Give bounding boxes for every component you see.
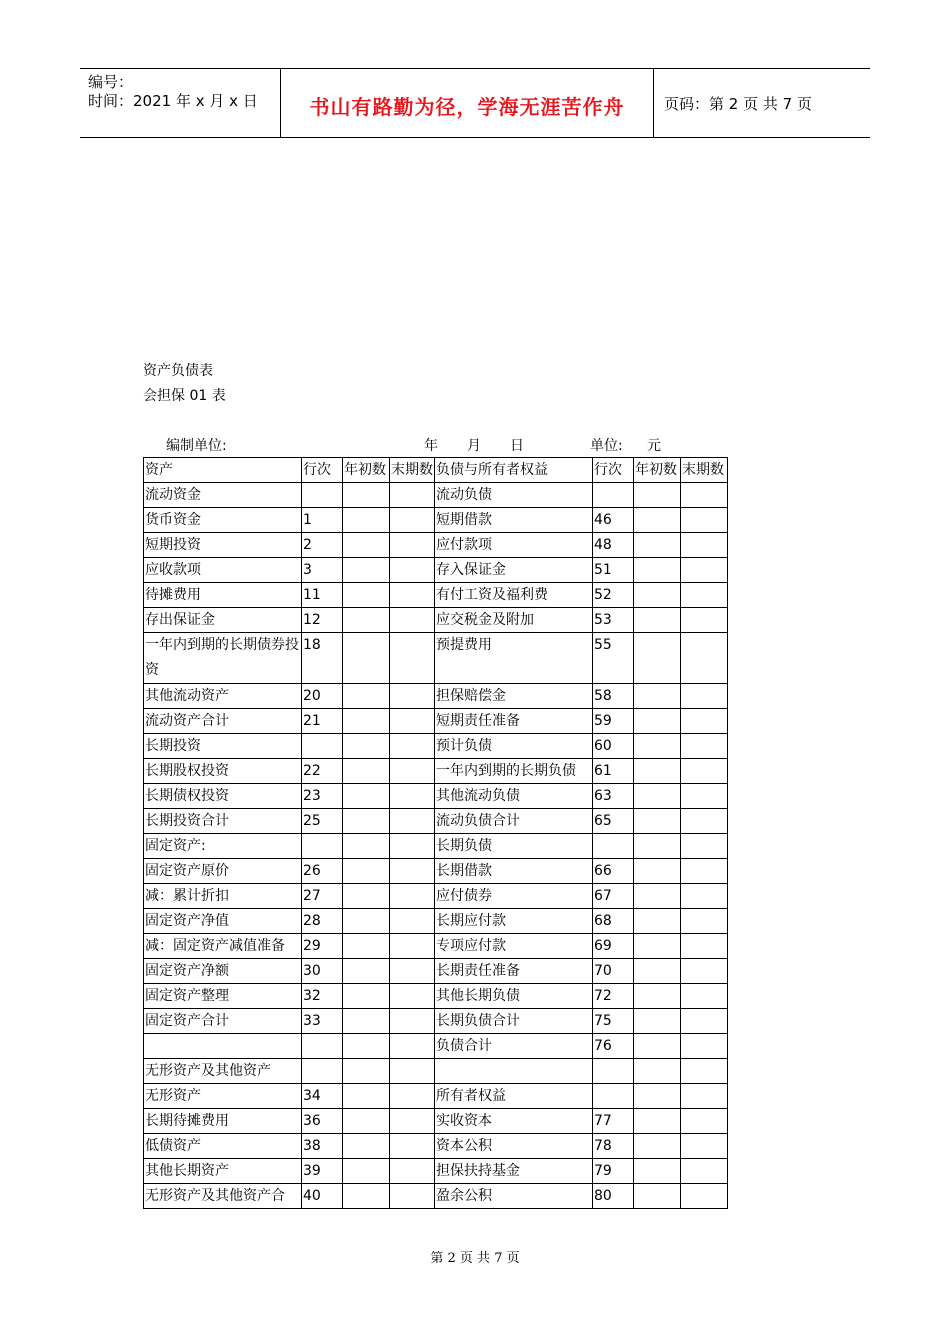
table-cell xyxy=(343,909,390,934)
table-cell xyxy=(681,709,728,734)
table-cell: 39 xyxy=(302,1159,343,1184)
table-cell xyxy=(634,1184,681,1209)
table-cell: 2 xyxy=(302,533,343,558)
table-cell: 34 xyxy=(302,1084,343,1109)
table-cell xyxy=(343,884,390,909)
table-cell: 70 xyxy=(593,959,634,984)
table-cell xyxy=(390,709,435,734)
table-cell xyxy=(593,1059,634,1084)
table-row xyxy=(144,1159,728,1184)
table-cell: 应付款项 xyxy=(435,533,593,558)
table-cell xyxy=(390,508,435,533)
table-cell: 66 xyxy=(593,859,634,884)
table-cell: 专项应付款 xyxy=(435,934,593,959)
table-cell: 77 xyxy=(593,1109,634,1134)
table-cell xyxy=(681,809,728,834)
table-cell xyxy=(343,834,390,859)
table-cell: 其他流动负债 xyxy=(435,784,593,809)
table-cell xyxy=(681,909,728,934)
table-cell xyxy=(681,1034,728,1059)
table-cell: 23 xyxy=(302,784,343,809)
table-cell: 固定资产净值 xyxy=(144,909,302,934)
table-cell: 长期借款 xyxy=(435,859,593,884)
table-cell xyxy=(634,483,681,508)
table-cell xyxy=(593,1084,634,1109)
table-cell xyxy=(390,684,435,709)
document-title: 资产负债表 xyxy=(143,363,213,379)
table-cell xyxy=(302,834,343,859)
table-cell: 流动负债合计 xyxy=(435,809,593,834)
header-cell: 年初数 xyxy=(634,458,681,483)
table-row xyxy=(144,483,728,508)
header-cell: 行次 xyxy=(593,458,634,483)
table-cell xyxy=(343,583,390,608)
table-cell: 72 xyxy=(593,984,634,1009)
table-cell xyxy=(681,984,728,1009)
table-cell xyxy=(390,558,435,583)
table-cell xyxy=(343,508,390,533)
table-cell: 59 xyxy=(593,709,634,734)
table-cell xyxy=(435,1059,593,1084)
table-cell: 68 xyxy=(593,909,634,934)
table-cell: 低债资产 xyxy=(144,1134,302,1159)
table-cell: 1 xyxy=(302,508,343,533)
table-cell: 46 xyxy=(593,508,634,533)
table-cell: 流动资产合计 xyxy=(144,709,302,734)
table-cell: 货币资金 xyxy=(144,508,302,533)
table-cell: 固定资产整理 xyxy=(144,984,302,1009)
table-cell xyxy=(681,684,728,709)
table-cell: 预计负债 xyxy=(435,734,593,759)
table-cell: 长期债权投资 xyxy=(144,784,302,809)
year-label: 年 xyxy=(424,438,438,454)
table-cell xyxy=(681,558,728,583)
table-cell: 应付债券 xyxy=(435,884,593,909)
document-subtitle: 会担保 01 表 xyxy=(143,388,226,404)
table-cell: 18 xyxy=(302,633,343,684)
table-cell xyxy=(390,533,435,558)
table-cell xyxy=(390,583,435,608)
table-cell xyxy=(390,1134,435,1159)
table-cell xyxy=(390,859,435,884)
table-row xyxy=(144,1059,728,1084)
table-cell xyxy=(681,608,728,633)
table-row xyxy=(144,734,728,759)
table-cell xyxy=(343,1059,390,1084)
table-cell xyxy=(681,583,728,608)
table-cell xyxy=(634,934,681,959)
table-cell: 80 xyxy=(593,1184,634,1209)
table-cell: 20 xyxy=(302,684,343,709)
header-info-cell xyxy=(80,69,281,137)
table-cell: 预提费用 xyxy=(435,633,593,684)
table-cell xyxy=(343,1034,390,1059)
table-cell xyxy=(390,1084,435,1109)
table-cell: 负债合计 xyxy=(435,1034,593,1059)
table-body xyxy=(144,483,728,1209)
table-cell: 无形资产 xyxy=(144,1084,302,1109)
table-row xyxy=(144,1009,728,1034)
table-cell: 27 xyxy=(302,884,343,909)
table-cell xyxy=(144,1034,302,1059)
table-cell: 63 xyxy=(593,784,634,809)
table-cell xyxy=(681,759,728,784)
table-cell xyxy=(634,1134,681,1159)
table-cell xyxy=(390,809,435,834)
table-cell: 67 xyxy=(593,884,634,909)
page-info: 页码：第 2 页 共 7 页 xyxy=(664,95,812,113)
table-cell xyxy=(593,483,634,508)
table-cell xyxy=(343,533,390,558)
table-cell xyxy=(390,483,435,508)
header-cell: 行次 xyxy=(302,458,343,483)
table-cell: 40 xyxy=(302,1184,343,1209)
table-cell: 65 xyxy=(593,809,634,834)
table-cell: 待摊费用 xyxy=(144,583,302,608)
table-cell: 固定资产净额 xyxy=(144,959,302,984)
table-cell: 78 xyxy=(593,1134,634,1159)
header-cell: 末期数 xyxy=(681,458,728,483)
table-row xyxy=(144,934,728,959)
table-cell: 长期应付款 xyxy=(435,909,593,934)
table-cell xyxy=(390,1059,435,1084)
table-cell xyxy=(390,909,435,934)
table-cell xyxy=(343,734,390,759)
page-footer: 第 2 页 共 7 页 xyxy=(430,1251,520,1266)
month-label: 月 xyxy=(467,438,481,454)
table-cell: 12 xyxy=(302,608,343,633)
table-cell xyxy=(343,1159,390,1184)
table-cell xyxy=(634,1109,681,1134)
table-cell: 11 xyxy=(302,583,343,608)
table-cell xyxy=(343,684,390,709)
table-cell: 28 xyxy=(302,909,343,934)
table-cell: 75 xyxy=(593,1009,634,1034)
table-cell xyxy=(390,934,435,959)
table-cell: 担保扶持基金 xyxy=(435,1159,593,1184)
table-header-row xyxy=(144,458,728,483)
table-cell xyxy=(634,1009,681,1034)
table-cell xyxy=(634,959,681,984)
table-cell: 55 xyxy=(593,633,634,684)
table-cell xyxy=(343,1084,390,1109)
table-cell xyxy=(302,1059,343,1084)
table-cell xyxy=(390,884,435,909)
table-cell: 实收资本 xyxy=(435,1109,593,1134)
table-row xyxy=(144,859,728,884)
table-row xyxy=(144,608,728,633)
table-cell xyxy=(343,809,390,834)
table-cell xyxy=(634,709,681,734)
table-cell: 资本公积 xyxy=(435,1134,593,1159)
table-cell: 32 xyxy=(302,984,343,1009)
table-cell xyxy=(681,884,728,909)
table-cell xyxy=(634,884,681,909)
table-cell: 短期投资 xyxy=(144,533,302,558)
table-cell xyxy=(681,633,728,684)
table-cell: 担保赔偿金 xyxy=(435,684,593,709)
table-cell: 26 xyxy=(302,859,343,884)
table-cell: 3 xyxy=(302,558,343,583)
table-cell: 无形资产及其他资产合 xyxy=(144,1184,302,1209)
table-cell xyxy=(681,508,728,533)
table-cell: 流动负债 xyxy=(435,483,593,508)
table-row xyxy=(144,709,728,734)
table-cell: 减：固定资产减值准备 xyxy=(144,934,302,959)
table-cell xyxy=(634,809,681,834)
table-row xyxy=(144,1184,728,1209)
table-cell xyxy=(390,1184,435,1209)
table-cell xyxy=(634,734,681,759)
table-cell xyxy=(343,759,390,784)
table-cell xyxy=(681,734,728,759)
table-cell: 36 xyxy=(302,1109,343,1134)
table-cell xyxy=(681,1009,728,1034)
table-cell xyxy=(343,934,390,959)
table-cell xyxy=(302,483,343,508)
table-cell: 固定资产原价 xyxy=(144,859,302,884)
table-row xyxy=(144,1134,728,1159)
table-cell xyxy=(343,784,390,809)
table-cell: 盈余公积 xyxy=(435,1184,593,1209)
table-cell xyxy=(390,1009,435,1034)
table-cell xyxy=(634,784,681,809)
table-cell: 22 xyxy=(302,759,343,784)
table-cell xyxy=(343,984,390,1009)
table-cell xyxy=(390,608,435,633)
table-cell xyxy=(390,834,435,859)
table-cell xyxy=(343,709,390,734)
table-cell xyxy=(390,959,435,984)
table-cell: 69 xyxy=(593,934,634,959)
table-row xyxy=(144,583,728,608)
table-cell xyxy=(390,784,435,809)
table-cell: 52 xyxy=(593,583,634,608)
table-cell xyxy=(390,1034,435,1059)
table-cell xyxy=(343,483,390,508)
table-cell xyxy=(634,759,681,784)
table-cell xyxy=(681,1109,728,1134)
table-row xyxy=(144,508,728,533)
table-cell xyxy=(681,934,728,959)
table-cell: 一年内到期的长期负债 xyxy=(435,759,593,784)
header-page-cell xyxy=(654,69,870,137)
table-cell: 其他长期负债 xyxy=(435,984,593,1009)
header-cell: 末期数 xyxy=(390,458,435,483)
table-cell xyxy=(302,1034,343,1059)
table-row xyxy=(144,684,728,709)
table-cell xyxy=(681,784,728,809)
header-cell: 资产 xyxy=(144,458,302,483)
header-cell: 年初数 xyxy=(343,458,390,483)
table-row xyxy=(144,1034,728,1059)
table-cell xyxy=(634,633,681,684)
table-cell xyxy=(634,583,681,608)
table-cell: 长期投资合计 xyxy=(144,809,302,834)
table-cell xyxy=(390,1159,435,1184)
table-cell xyxy=(593,834,634,859)
table-cell xyxy=(634,1034,681,1059)
table-cell: 76 xyxy=(593,1034,634,1059)
table-cell: 长期投资 xyxy=(144,734,302,759)
table-cell: 无形资产及其他资产 xyxy=(144,1059,302,1084)
table-cell xyxy=(634,859,681,884)
page-header xyxy=(80,68,870,138)
table-cell: 所有者权益 xyxy=(435,1084,593,1109)
table-cell: 33 xyxy=(302,1009,343,1034)
table-cell xyxy=(343,959,390,984)
table-cell xyxy=(343,1009,390,1034)
table-cell: 长期负债合计 xyxy=(435,1009,593,1034)
table-cell xyxy=(681,959,728,984)
table-cell xyxy=(681,834,728,859)
table-cell: 79 xyxy=(593,1159,634,1184)
table-cell xyxy=(390,734,435,759)
table-cell xyxy=(343,633,390,684)
table-cell xyxy=(390,759,435,784)
number-label: 编号： xyxy=(88,73,134,91)
table-cell xyxy=(343,558,390,583)
table-cell xyxy=(634,984,681,1009)
table-cell xyxy=(634,1059,681,1084)
table-cell: 53 xyxy=(593,608,634,633)
table-cell: 长期责任准备 xyxy=(435,959,593,984)
table-row xyxy=(144,834,728,859)
currency-unit: 元 xyxy=(647,438,661,454)
table-row xyxy=(144,533,728,558)
table-row xyxy=(144,809,728,834)
unit-label: 编制单位: xyxy=(166,438,227,454)
table-cell: 存入保证金 xyxy=(435,558,593,583)
table-cell: 应交税金及附加 xyxy=(435,608,593,633)
table-cell xyxy=(681,533,728,558)
table-row xyxy=(144,884,728,909)
table-cell xyxy=(302,734,343,759)
table-row xyxy=(144,1084,728,1109)
table-cell xyxy=(634,909,681,934)
table-cell: 58 xyxy=(593,684,634,709)
table-cell: 51 xyxy=(593,558,634,583)
table-cell: 长期股权投资 xyxy=(144,759,302,784)
table-row xyxy=(144,909,728,934)
table-cell xyxy=(390,984,435,1009)
table-cell xyxy=(343,608,390,633)
table-row xyxy=(144,1109,728,1134)
table-cell: 61 xyxy=(593,759,634,784)
table-cell xyxy=(634,684,681,709)
table-cell: 存出保证金 xyxy=(144,608,302,633)
table-cell: 固定资产合计 xyxy=(144,1009,302,1034)
table-cell xyxy=(634,834,681,859)
table-cell: 长期待摊费用 xyxy=(144,1109,302,1134)
table-cell xyxy=(681,1184,728,1209)
table-cell xyxy=(681,1059,728,1084)
table-cell: 短期责任准备 xyxy=(435,709,593,734)
table-cell: 25 xyxy=(302,809,343,834)
table-cell: 29 xyxy=(302,934,343,959)
table-cell xyxy=(390,633,435,684)
table-cell: 其他流动资产 xyxy=(144,684,302,709)
table-cell xyxy=(343,1109,390,1134)
table-cell: 流动资金 xyxy=(144,483,302,508)
table-row xyxy=(144,633,728,684)
table-cell xyxy=(390,1109,435,1134)
table-cell: 其他长期资产 xyxy=(144,1159,302,1184)
currency-label: 单位: xyxy=(590,438,623,454)
table-cell xyxy=(634,1084,681,1109)
table-cell: 一年内到期的长期债券投资 xyxy=(144,633,302,684)
table-cell: 有付工资及福利费 xyxy=(435,583,593,608)
header-cell: 负债与所有者权益 xyxy=(435,458,593,483)
table-cell: 短期借款 xyxy=(435,508,593,533)
table-cell: 30 xyxy=(302,959,343,984)
table-cell: 21 xyxy=(302,709,343,734)
motto-text: 书山有路勤为径，学海无涯苦作舟 xyxy=(309,95,625,119)
table-cell xyxy=(634,508,681,533)
table-row xyxy=(144,759,728,784)
table-cell xyxy=(634,533,681,558)
table-cell: 减：累计折扣 xyxy=(144,884,302,909)
table-cell xyxy=(681,1159,728,1184)
table-cell: 38 xyxy=(302,1134,343,1159)
table-cell xyxy=(634,1159,681,1184)
header-motto-cell xyxy=(281,69,654,137)
table-row xyxy=(144,984,728,1009)
table-cell xyxy=(681,483,728,508)
table-cell: 固定资产: xyxy=(144,834,302,859)
balance-sheet-table xyxy=(143,457,728,1209)
table-cell xyxy=(681,1084,728,1109)
table-cell xyxy=(343,1184,390,1209)
table-cell: 应收款项 xyxy=(144,558,302,583)
table-cell: 48 xyxy=(593,533,634,558)
table-cell xyxy=(343,859,390,884)
table-cell xyxy=(634,608,681,633)
table-cell xyxy=(681,1134,728,1159)
table-cell xyxy=(343,1134,390,1159)
table-row xyxy=(144,959,728,984)
day-label: 日 xyxy=(510,438,524,454)
table-cell: 60 xyxy=(593,734,634,759)
table-row xyxy=(144,784,728,809)
table-cell: 长期负债 xyxy=(435,834,593,859)
table-row xyxy=(144,558,728,583)
table-cell xyxy=(634,558,681,583)
time-label: 时间：2021 年 x 月 x 日 xyxy=(88,92,258,110)
table-cell xyxy=(681,859,728,884)
